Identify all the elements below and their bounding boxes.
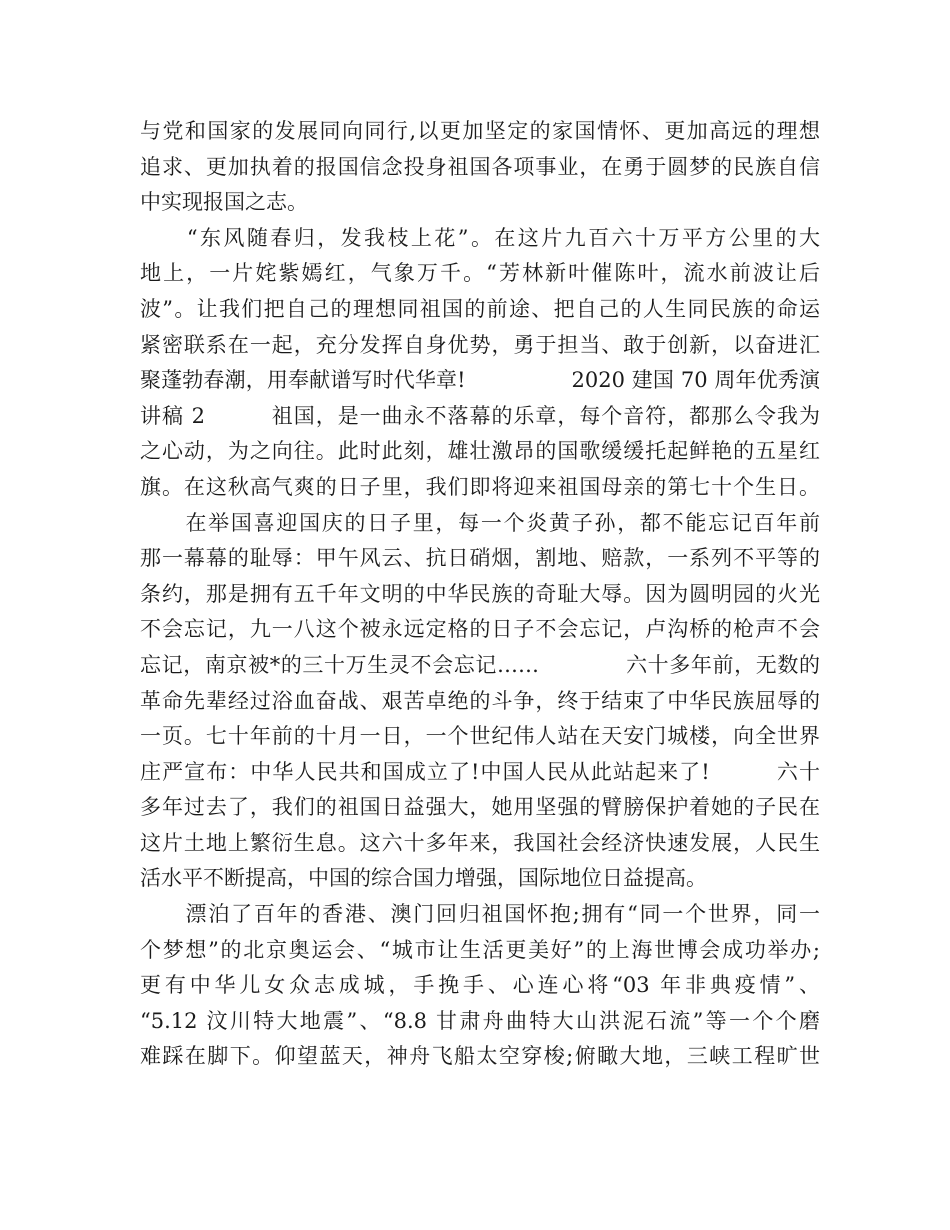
text-line: 追求、更加执着的报国信念投身祖国各项事业，在勇于圆梦的民族自信 (140, 154, 820, 179)
text-line: 讲稿 2 祖国，是一曲永不落幕的乐章，每个音符，都那么令我为 (140, 403, 820, 428)
text-line: “5.12 汶川特大地震”、“8.8 甘肃舟曲特大山洪泥石流”等一个个磨 (140, 1008, 820, 1033)
text-line: 波”。让我们把自己的理想同祖国的前途、把自己的人生同民族的命运 (140, 296, 820, 321)
text-line: 更有中华儿女众志成城，手挽手、心连心将“03 年非典疫情”、 (140, 973, 820, 998)
text-line: 在举国喜迎国庆的日子里，每一个炎黄子孙，都不能忘记百年前 (140, 510, 820, 535)
text-line: 地上，一片姹紫嫣红，气象万千。“芳林新叶催陈叶，流水前波让后 (140, 261, 820, 286)
text-line: “东风随春归，发我枝上花”。在这片九百六十万平方公里的大 (140, 225, 820, 250)
text-line: 条约，那是拥有五千年文明的中华民族的奇耻大辱。因为圆明园的火光 (140, 581, 820, 606)
text-line: 革命先辈经过浴血奋战、艰苦卓绝的斗争，终于结束了中华民族屈辱的 (140, 688, 820, 713)
text-line: 一页。七十年前的十月一日，一个世纪伟人站在天安门城楼，向全世界 (140, 724, 820, 749)
text-line: 旗。在这秋高气爽的日子里，我们即将迎来祖国母亲的第七十个生日。 (140, 474, 820, 499)
text-line: 紧密联系在一起，充分发挥自身优势，勇于担当、敢于创新，以奋进汇 (140, 332, 820, 357)
text-line: 庄严宣布：中华人民共和国成立了!中国人民从此站起来了! 六十 (140, 759, 820, 784)
document-body (140, 114, 820, 1075)
text-line: 难踩在脚下。仰望蓝天，神舟飞船太空穿梭;俯瞰大地，三峡工程旷世 (140, 1044, 820, 1069)
text-line: 忘记，南京被*的三十万生灵不会忘记…… 六十多年前，无数的 (140, 652, 820, 677)
text-line: 活水平不断提高，中国的综合国力增强，国际地位日益提高。 (140, 866, 707, 891)
text-line: 漂泊了百年的香港、澳门回归祖国怀抱;拥有“同一个世界，同一 (140, 902, 820, 927)
text-line: 不会忘记，九一八这个被永远定格的日子不会忘记，卢沟桥的枪声不会 (140, 617, 820, 642)
text-line: 个梦想”的北京奥运会、“城市让生活更美好”的上海世博会成功举办; (140, 937, 820, 962)
text-line: 之心动，为之向往。此时此刻，雄壮激昂的国歌缓缓托起鲜艳的五星红 (140, 439, 820, 464)
text-line: 那一幕幕的耻辱：甲午风云、抗日硝烟，割地、赔款，一系列不平等的 (140, 546, 820, 571)
text-line: 中实现报国之志。 (140, 190, 308, 215)
text-line: 聚蓬勃春潮，用奉献谱写时代华章! 2020 建国 70 周年优秀演 (140, 368, 820, 393)
text-line: 这片土地上繁衍生息。这六十多年来，我国社会经济快速发展，人民生 (140, 830, 820, 855)
text-line: 与党和国家的发展同向同行,以更加坚定的家国情怀、更加高远的理想 (140, 119, 820, 143)
text-line: 多年过去了，我们的祖国日益强大，她用坚强的臂膀保护着她的子民在 (140, 795, 820, 820)
